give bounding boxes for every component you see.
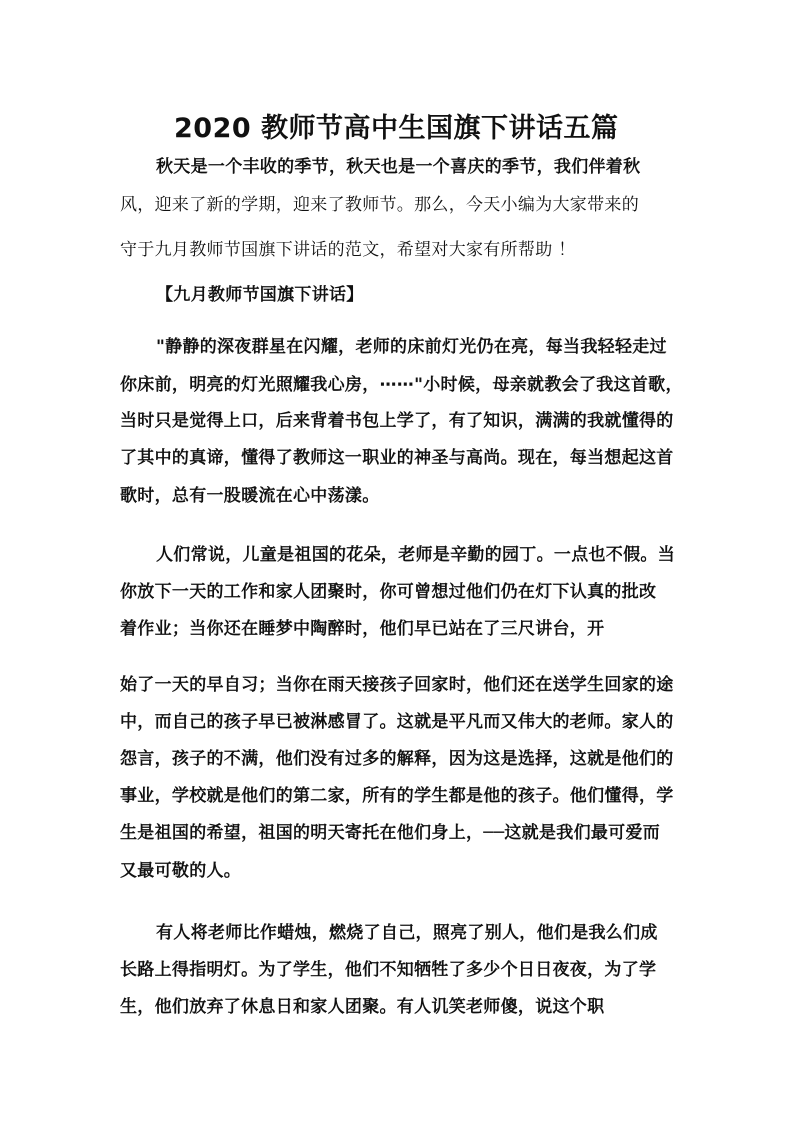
document-title: 2020 教师节高中生国旗下讲话五篇 — [174, 113, 619, 144]
paragraph-line: "静静的深夜群星在闪耀，老师的床前灯光仍在亮，每当我轻轻走过 — [156, 337, 667, 357]
paragraph-line: 又最可敬的人。 — [120, 861, 242, 881]
paragraph-line: 中，而自己的孩子早已被淋感冒了。这就是平凡而又伟大的老师。家人的 — [120, 712, 674, 732]
paragraph-line: 人们常说，儿童是祖国的花朵，老师是辛勤的园丁。一点也不假。当 — [156, 545, 675, 565]
intro-line: 秋天是一个丰收的季节，秋天也是一个喜庆的季节，我们伴着秋 — [156, 157, 641, 177]
paragraph-line: 怨言，孩子的不满，他们没有过多的解释，因为这是选择，这就是他们的 — [120, 749, 674, 769]
paragraph-line: 着作业；当你还在睡梦中陶醉时，他们早已站在了三尺讲台，开 — [120, 619, 605, 639]
paragraph-line: 生是祖国的希望，祖国的明天寄托在他们身上，──这就是我们最可爱而 — [120, 823, 661, 843]
paragraph-line: 你床前，明亮的灯光照耀我心房，⋯⋯"小时候，母亲就教会了我这首歌， — [120, 375, 683, 395]
paragraph-line: 始了一天的早自习；当你在雨天接孩子回家时，他们还在送学生回家的途 — [120, 675, 674, 695]
paragraph-line: 了其中的真谛，懂得了教师这一职业的神圣与高尚。现在，每当想起这首 — [120, 448, 674, 468]
paragraph-line: 歌时，总有一股暖流在心中荡漾。 — [120, 486, 380, 506]
paragraph-line: 长路上得指明灯。为了学生，他们不知牺牲了多少个日日夜夜，为了学 — [120, 960, 657, 980]
paragraph-line: 生，他们放弃了休息日和家人团聚。有人讥笑老师傻，说这个职 — [120, 997, 605, 1017]
intro-line: 守于九月教师节国旗下讲话的范文，希望对大家有所帮助 ！ — [120, 240, 576, 260]
paragraph-line: 事业，学校就是他们的第二家，所有的学生都是他的孩子。他们懂得，学 — [120, 786, 674, 806]
section-heading: 【九月教师节国旗下讲话】 — [156, 285, 364, 305]
paragraph-line: 你放下一天的工作和家人团聚时，你可曾想过他们仍在灯下认真的批改 — [120, 582, 657, 602]
paragraph-line: 有人将老师比作蜡烛，燃烧了自己，照亮了别人，他们是我么们成 — [156, 923, 658, 943]
paragraph-line: 当时只是觉得上口，后来背着书包上学了，有了知识，满满的我就懂得的 — [120, 411, 674, 431]
intro-line: 风，迎来了新的学期，迎来了教师节。那么，今天小编为大家带来的 — [120, 195, 639, 215]
